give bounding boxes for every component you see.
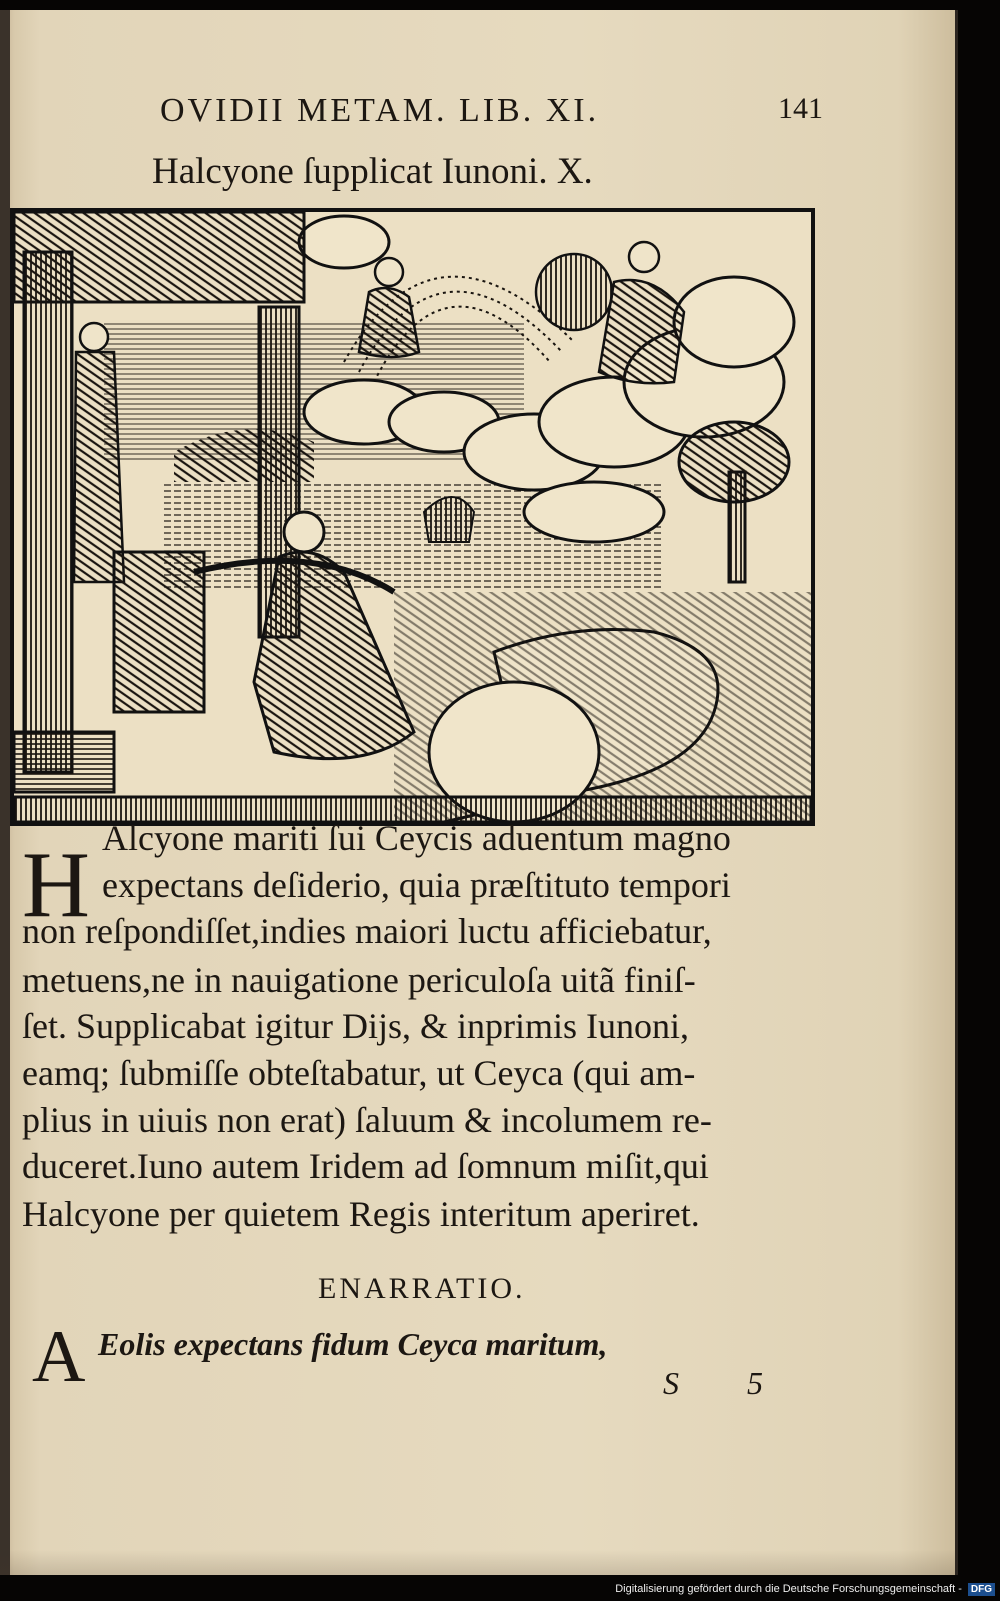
verse-line: Eolis expectans fidum Ceyca maritum, [98,1326,608,1362]
section-heading: ENARRATIO. [318,1272,526,1305]
body-line-6: eamq; ſubmiſſe obteſtabatur, ut Ceyca (qui am- [22,1053,696,1093]
body-line-9: Halcyone per quietem Regis interitum aperiret. [22,1194,700,1234]
body-line-5: ſet. Supplicabat igitur Dijs, & inprimis Iunoni, [22,1006,689,1046]
body-line-7: plius in uiuis non erat) ſaluum & incolumem re- [22,1100,712,1140]
body-line-1: Alcyone mariti ſui Ceycis aduentum magno [102,818,731,858]
woodcut-illustration [10,208,815,826]
body-line-8: duceret.Iuno autem Iridem ad ſomnum miſit,qui [22,1146,709,1186]
chapter-title: Halcyone ſupplicat Iunoni. X. [152,151,593,192]
credit-text: Digitalisierung gefördert durch die Deutsche Forschungsgemeinschaft - [615,1583,962,1595]
dfg-logo-icon: DFG [968,1583,995,1596]
digitization-credit [615,1581,995,1597]
body-line-2: expectans deſiderio, quia præſtituto tempori [102,865,731,905]
running-head: OVIDII METAM. LIB. XI. [160,92,600,129]
signature-mark: S 5 [663,1365,793,1401]
drop-cap: H [22,833,90,937]
book-page [0,10,958,1575]
drop-cap-2: A [32,1316,86,1398]
body-line-4: metuens,ne in nauigatione periculoſa uitã finiſ- [22,960,696,1000]
body-line-3: non reſpondiſſet,indies maiori luctu afficiebatur, [22,911,712,951]
page-number: 141 [778,92,823,125]
